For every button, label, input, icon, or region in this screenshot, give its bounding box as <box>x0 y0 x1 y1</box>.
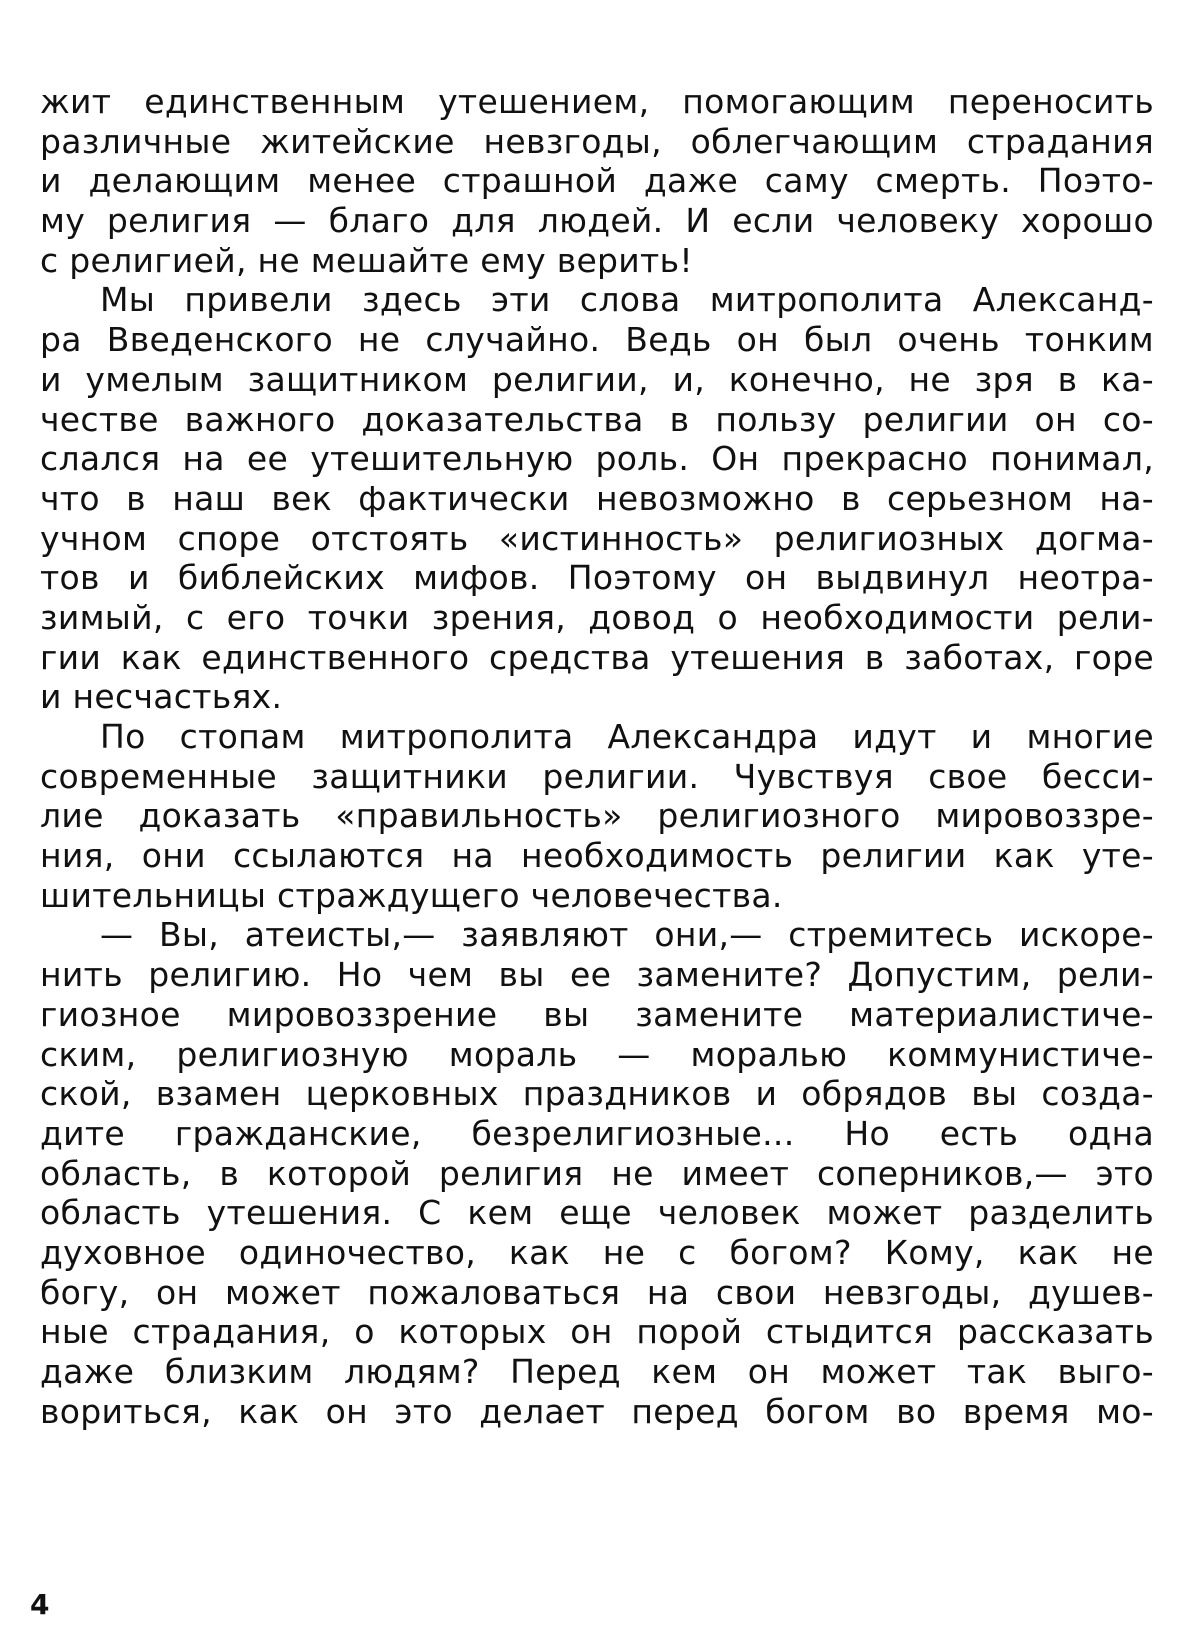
text-line: слался на ее утешительную роль. Он прекрасно понимал, <box>40 439 1154 479</box>
text-line: — Вы, атеисты,— заявляют они,— стремитесь искоре- <box>100 915 1154 955</box>
text-line: шительницы страждущего человечества. <box>40 875 783 915</box>
text-line: ской, взамен церковных праздников и обрядов вы созда- <box>40 1074 1154 1114</box>
text-line: ским, религиозную мораль — моралью коммунистиче- <box>40 1034 1154 1074</box>
page-number: 4 <box>30 1588 50 1621</box>
text-line: духовное одиночество, как не с богом? Кому, как не <box>40 1232 1154 1272</box>
text-line: жит единственным утешением, помогающим переносить <box>40 82 1154 121</box>
text-line: область, в которой религия не имеет соперников,— это <box>40 1153 1154 1193</box>
text-line: ра Введенского не случайно. Ведь он был очень тонким <box>40 320 1154 360</box>
text-line: различные житейские невзгоды, облегчающим страдания <box>40 121 1154 161</box>
text-line: современные защитники религии. Чувствуя свое бесси- <box>40 756 1154 796</box>
text-line: богу, он может пожаловаться на свои невзгоды, душев- <box>40 1272 1154 1312</box>
text-line: и несчастьях. <box>40 677 283 717</box>
text-line: и делающим менее страшной даже саму смерть. Поэто- <box>40 161 1154 201</box>
text-line: Мы привели здесь эти слова митрополита Александ- <box>100 280 1154 320</box>
text-line: ния, они ссылаются на необходимость религии как уте- <box>40 836 1154 876</box>
text-line: и умелым защитником религии, и, конечно, не зря в ка- <box>40 359 1154 399</box>
text-line: ные страдания, о которых он порой стыдится рассказать <box>40 1312 1154 1352</box>
text-line: учном споре отстоять «истинность» религиозных догма- <box>40 518 1154 558</box>
text-line: с религией, не мешайте ему верить! <box>40 240 693 280</box>
text-line: зимый, с его точки зрения, довод о необходимости рели- <box>40 597 1154 637</box>
text-line: дите гражданские, безрелигиозные... Но есть одна <box>40 1113 1154 1153</box>
text-line: нить религию. Но чем вы ее замените? Допустим, рели- <box>40 955 1154 995</box>
text-line: гиозное мировоззрение вы замените материалистиче- <box>40 994 1154 1034</box>
text-line: гии как единственного средства утешения в заботах, горе <box>40 637 1154 677</box>
body-text <box>40 82 1154 1431</box>
text-line: По стопам митрополита Александра идут и многие <box>100 717 1154 756</box>
text-line: му религия — благо для людей. И если человеку хорошо <box>40 201 1154 241</box>
text-line: даже близким людям? Перед кем он может так выго- <box>40 1352 1154 1391</box>
text-line: честве важного доказательства в пользу религии он со- <box>40 399 1154 439</box>
text-line: область утешения. С кем еще человек может разделить <box>40 1193 1154 1233</box>
text-line: лие доказать «правильность» религиозного мировоззре- <box>40 796 1154 836</box>
text-line: что в наш век фактически невозможно в серьезном на- <box>40 478 1154 518</box>
text-line: вориться, как он это делает перед богом во время мо- <box>40 1391 1154 1431</box>
text-line: тов и библейских мифов. Поэтому он выдвинул неотра- <box>40 558 1154 598</box>
